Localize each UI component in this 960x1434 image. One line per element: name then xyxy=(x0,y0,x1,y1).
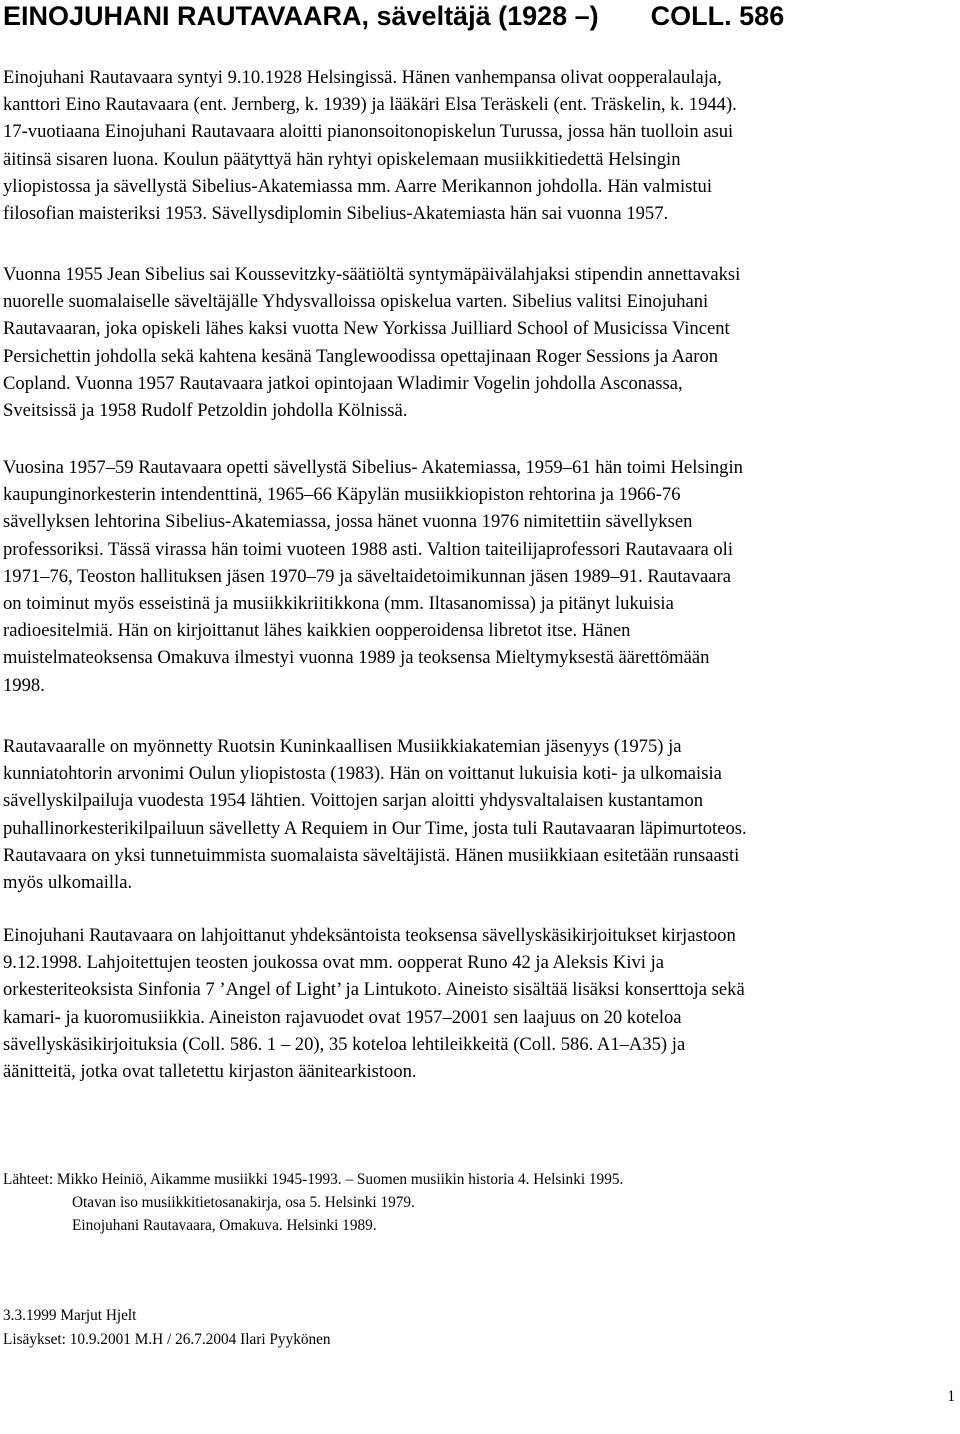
paragraph-studies-abroad: Vuonna 1955 Jean Sibelius sai Koussevitzky-säätiöltä syntymäpäivälahjaksi stipendin annettavaksi nuorelle suomalaiselle säveltäjälle Yhdysvalloissa opiskelua varten. Sibelius valitsi Einojuhani Rautavaaran, joka opiskeli lähes kaksi vuotta New Yorkissa Juilliard School of Musicissa Vincent Persichettin johdolla sekä kahtena kesänä Tanglewoodissa opettajinaan Roger Sessions ja Aaron Copland. Vuonna 1957 Rautavaara jatkoi opintojaan Wladimir Vogelin johdolla Asconassa, Sveitsissä ja 1958 Rudolf Petzoldin johdolla Kölnissä. xyxy=(3,264,741,422)
paragraph-career: Vuosina 1957–59 Rautavaara opetti sävellystä Sibelius- Akatemiassa, 1959–61 hän toimi Helsingin kaupunginorkesterin intendenttinä, 1965–66 Käpylän musiikkiopiston rehtorina ja 1966-76 sävellyksen lehtorina Sibelius-Akatemiassa, jossa hänet vuonna 1976 nimitettiin sävellyksen professoriksi. Tässä virassa hän toimi vuoteen 1988 asti. Valtion taiteilijaprofessori Rautavaara oli 1971–76, Teoston hallituksen jäsen 1970–79 ja säveltaidetoimikunnan jäsen 1989–91. Rautavaara on toiminut myös esseistinä ja musiikkikriitikkona (mm. Iltasanomissa) ja pitänyt lukuisia radioesitelmiä. Hän on kirjoittanut lähes kaikkien oopperoidensa libretot itse. Hänen muistelmateoksensa Omakuva ilmestyi vuonna 1989 ja teoksensa Mieltymyksestä äärettömään 1998. xyxy=(3,457,743,696)
signature-block xyxy=(3,1304,955,1352)
paragraph-donation: Einojuhani Rautavaara on lahjoittanut yhdeksäntoista teoksensa sävellyskäsikirjoitukset kirjastoon 9.12.1998. Lahjoitettujen teosten joukossa ovat mm. oopperat Runo 42 ja Aleksis Kivi ja orkesteriteoksista Sinfonia 7 ’Angel of Light’ ja Lintukoto. Aineisto sisältää lisäksi konserttoja sekä kamari- ja kuoromusiikkia. Aineiston rajavuodet ovat 1957–2001 sen laajuus on 20 koteloa sävellyskäsikirjoituksia (Coll. 586. 1 – 20), 35 koteloa lehtileikkeitä (Coll. 586. A1–A35) ja äänitteitä, jotka ovat talletettu kirjaston äänitearkistoon. xyxy=(3,925,745,1083)
source-item: Otavan iso musiikkitietosanakirja, osa 5. Helsinki 1979. xyxy=(72,1194,415,1211)
signature-date-author: 3.3.1999 Marjut Hjelt xyxy=(3,1307,137,1324)
signature-additions: Lisäykset: 10.9.2001 M.H / 26.7.2004 Ilari Pyykönen xyxy=(3,1331,331,1348)
sources-list xyxy=(3,1168,955,1237)
source-item: Lähteet: Mikko Heiniö, Aikamme musiikki 1945-1993. – Suomen musiikin historia 4. Helsinki 1995. xyxy=(3,1171,624,1188)
paragraph-honors: Rautavaaralle on myönnetty Ruotsin Kuninkaallisen Musiikkiakatemian jäsenyys (1975) ja kunniatohtorin arvonimi Oulun yliopistosta (1983). Hän on voittanut lukuisia koti- ja ulkomaisia sävellyskilpailuja vuodesta 1954 lähtien. Voittojen sarjan aloitti yhdysvaltalaisen kustantamon puhallinorkesterikilpailuun sävelletty A Requiem in Our Time, josta tuli Rautavaaran läpimurtoteos. Rautavaara on yksi tunnetuimmista suomalaista säveltäjistä. Hänen musiikkiaan esitetään runsaasti myös ulkomailla. xyxy=(3,736,747,894)
document-title xyxy=(3,0,953,32)
title-text: EINOJUHANI RAUTAVAARA, säveltäjä (1928 –) xyxy=(3,1,599,31)
page-number: 1 xyxy=(947,1388,955,1405)
paragraph-biography-early-life: Einojuhani Rautavaara syntyi 9.10.1928 Helsingissä. Hänen vanhempansa olivat oopperalaulaja, kanttori Eino Rautavaara (ent. Jernberg, k. 1939) ja lääkäri Elsa Teräskeli (ent. Träskelin, k. 1944). 17-vuotiaana Einojuhani Rautavaara aloitti pianonsoitonopiskelun Turussa, jossa hän tuolloin asui äitinsä sisaren luona. Koulun päätyttyä hän ryhtyi opiskelemaan musiikkitiedettä Helsingin yliopistossa ja sävellystä Sibelius-Akatemiassa mm. Aarre Merikannon johdolla. Hän valmistui filosofian maisteriksi 1953. Sävellysdiplomin Sibelius-Akatemiasta hän sai vuonna 1957. xyxy=(3,67,737,225)
source-item: Einojuhani Rautavaara, Omakuva. Helsinki 1989. xyxy=(72,1217,377,1234)
collection-id: COLL. 586 xyxy=(650,1,785,31)
